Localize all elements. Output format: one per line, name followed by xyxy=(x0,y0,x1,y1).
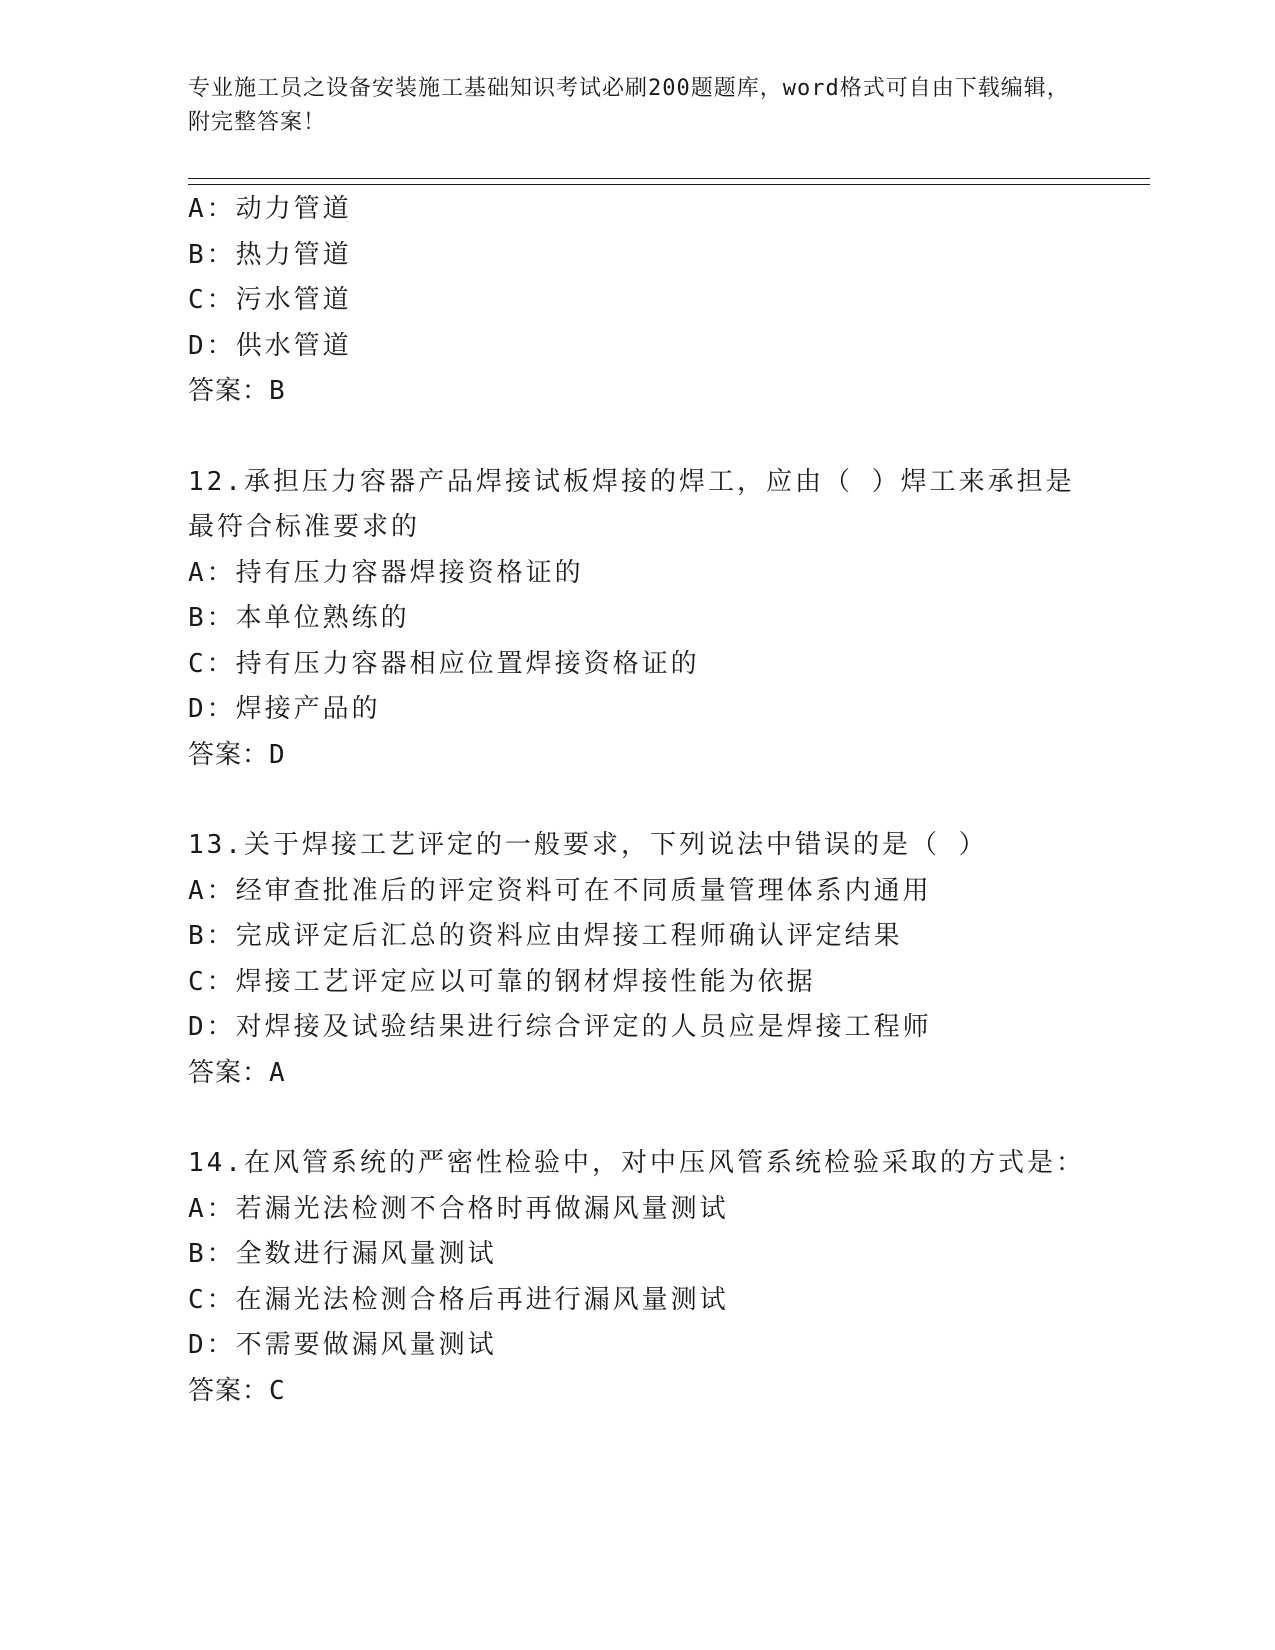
answer-line: 答案：A xyxy=(188,1057,286,1088)
header-divider xyxy=(188,178,1150,185)
option-text: 对焊接及试验结果进行综合评定的人员应是焊接工程师 xyxy=(235,1012,932,1042)
question-stem: 14.在风管系统的严密性检验中，对中压风管系统检验采取的方式是： xyxy=(188,1148,1085,1178)
option-a xyxy=(188,551,1088,597)
option-text: 污水管道 xyxy=(235,285,352,315)
option-c xyxy=(188,960,1088,1006)
option-b xyxy=(188,1232,1088,1278)
option-key: D： xyxy=(188,1330,236,1360)
option-text: 持有压力容器相应位置焊接资格证的 xyxy=(235,648,700,679)
option-key: C： xyxy=(188,1284,236,1315)
option-text: 在漏光法检测合格后再进行漏风量测试 xyxy=(235,1284,729,1315)
option-text: 焊接产品的 xyxy=(235,694,381,724)
option-b xyxy=(188,596,1088,642)
answer-line: 答案：D xyxy=(188,739,286,770)
option-text: 动力管道 xyxy=(235,194,352,224)
option-d xyxy=(188,1323,1088,1369)
option-key: C： xyxy=(188,966,236,997)
question-block xyxy=(188,187,1088,415)
option-key: A： xyxy=(188,557,236,588)
document-header: 专业施工员之设备安装施工基础知识考试必刷200题题库，word格式可自由下载编辑，附完整答案！ xyxy=(188,76,1070,135)
option-key: B： xyxy=(188,1239,236,1269)
option-key: D： xyxy=(188,1012,236,1042)
option-d xyxy=(188,324,1088,370)
question-list xyxy=(188,187,1088,1414)
option-b xyxy=(188,233,1088,279)
question-block xyxy=(188,823,1088,1096)
option-b xyxy=(188,914,1088,960)
option-a xyxy=(188,869,1088,915)
option-key: B： xyxy=(188,921,236,951)
option-key: B： xyxy=(188,239,236,270)
question-stem: 12.承担压力容器产品焊接试板焊接的焊工，应由（ ）焊工来承担是最符合标准要求的 xyxy=(188,466,1075,542)
option-text: 焊接工艺评定应以可靠的钢材焊接性能为依据 xyxy=(235,966,816,997)
option-text: 不需要做漏风量测试 xyxy=(235,1330,497,1360)
option-text: 热力管道 xyxy=(235,239,352,270)
question-block xyxy=(188,460,1088,779)
option-key: D： xyxy=(188,694,236,724)
option-text: 本单位熟练的 xyxy=(235,603,410,633)
option-key: C： xyxy=(188,285,236,315)
answer-line: 答案：B xyxy=(188,376,286,406)
option-d xyxy=(188,687,1088,733)
answer-line: 答案：C xyxy=(188,1375,286,1406)
option-a xyxy=(188,187,1088,233)
option-text: 经审查批准后的评定资料可在不同质量管理体系内通用 xyxy=(235,875,932,906)
option-key: A： xyxy=(188,1193,236,1224)
option-key: C： xyxy=(188,648,236,679)
option-key: B： xyxy=(188,603,236,633)
option-a xyxy=(188,1187,1088,1233)
option-text: 完成评定后汇总的资料应由焊接工程师确认评定结果 xyxy=(235,921,903,951)
option-text: 若漏光法检测不合格时再做漏风量测试 xyxy=(235,1193,729,1224)
option-c xyxy=(188,278,1088,324)
question-stem: 13.关于焊接工艺评定的一般要求，下列说法中错误的是（ ） xyxy=(188,830,988,860)
option-c xyxy=(188,1278,1088,1324)
option-key: D： xyxy=(188,330,236,361)
option-c xyxy=(188,642,1088,688)
question-block xyxy=(188,1141,1088,1414)
option-key: A： xyxy=(188,194,236,224)
option-text: 全数进行漏风量测试 xyxy=(235,1239,497,1269)
option-d xyxy=(188,1005,1088,1051)
option-key: A： xyxy=(188,875,236,906)
option-text: 持有压力容器焊接资格证的 xyxy=(235,557,584,588)
option-text: 供水管道 xyxy=(235,330,352,361)
